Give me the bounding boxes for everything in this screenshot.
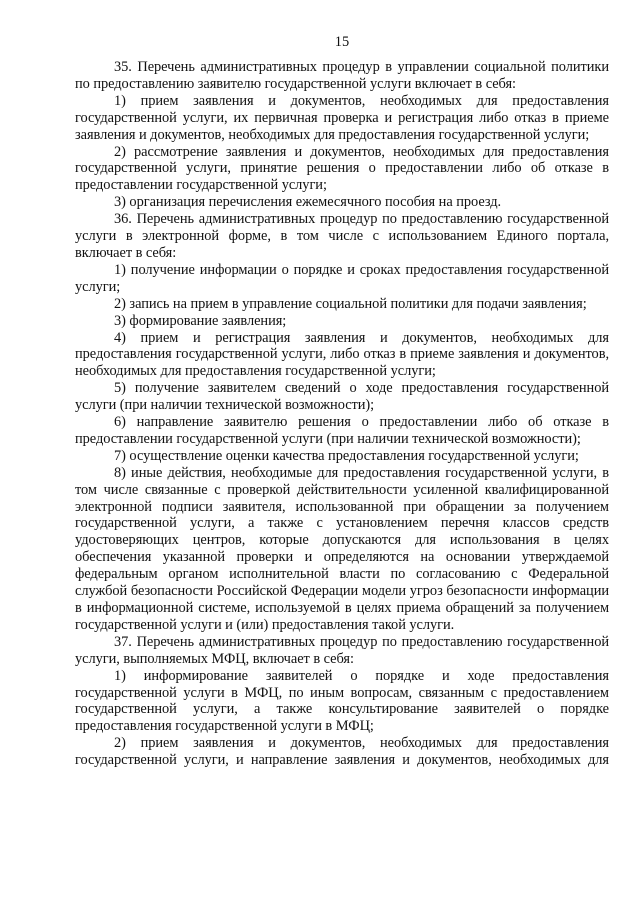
paragraph: 2) прием заявления и документов, необходимых для предоставления государственной услуги, и направление заявления и документов, необходимых для [75, 735, 609, 769]
paragraph: 2) запись на прием в управление социальной политики для подачи заявления; [114, 295, 587, 312]
paragraph: 37. Перечень административных процедур по предоставлению государственной услуги, выполняемых МФЦ, включает в себя: [75, 633, 609, 667]
paragraph: 1) получение информации о порядке и сроках предоставления государственной услуги; [75, 261, 609, 295]
paragraph: 1) прием заявления и документов, необходимых для предоставления государственной услуги, их первичная проверка и регистрация либо отказ в приеме заявления и документов, необходимых для предоставления государственной услуги; [75, 92, 609, 143]
paragraph: 6) направление заявителю решения о предоставлении либо об отказе в предоставлении государственной услуги (при наличии технической возможности); [75, 414, 609, 447]
paragraph: 3) формирование заявления; [114, 312, 287, 329]
paragraph: 36. Перечень административных процедур по предоставлению государственной услуги в электронной форме, в том числе с использованием Единого портала, включает в себя: [75, 211, 609, 261]
paragraph: 3) организация перечисления ежемесячного пособия на проезд. [114, 194, 502, 211]
paragraph: 1) информирование заявителей о порядке и ходе предоставления государственной услуги в МФЦ, по иным вопросам, связанным с предоставлением государственной услуги, а также консультирование заявителей о порядке предоставления государственной услуги в МФЦ; [75, 667, 609, 735]
paragraph: 8) иные действия, необходимые для предоставления государственной услуги, в том числе связанные с проверкой действительности усиленной квалифицированной электронной подписи заявителя, использованной при обращении за получением государственной услуги, а также с установлением перечня классов средств удостоверяющих центров, которые допускаются для использования в целях обеспечения указанной проверки и определяются на основании утверждаемой федеральным органом исполнительной власти по согласованию с Федеральной службой безопасности Российской Федерации модели угроз безопасности информации в информационной системе, используемой в целях приема обращений за получением государственной услуги и (или) предоставления такой услуги. [75, 464, 609, 633]
page-number: 15 [334, 34, 350, 50]
paragraph: 7) осуществление оценки качества предоставления государственной услуги; [114, 447, 579, 464]
paragraph: 2) рассмотрение заявления и документов, необходимых для предоставления государственной услуги, принятие решения о предоставлении либо об отказе в предоставлении государственной услуги; [75, 143, 609, 194]
paragraph: 35. Перечень административных процедур в управлении социальной политики по предоставлению заявителю государственной услуги включает в себя: [75, 59, 609, 92]
paragraph: 5) получение заявителем сведений о ходе предоставления государственной услуги (при наличии технической возможности); [75, 380, 609, 414]
paragraph: 4) прием и регистрация заявления и документов, необходимых для предоставления государственной услуги, либо отказ в приеме заявления и документов, необходимых для предоставления государственной услуги; [75, 329, 609, 380]
document-body [75, 59, 609, 769]
